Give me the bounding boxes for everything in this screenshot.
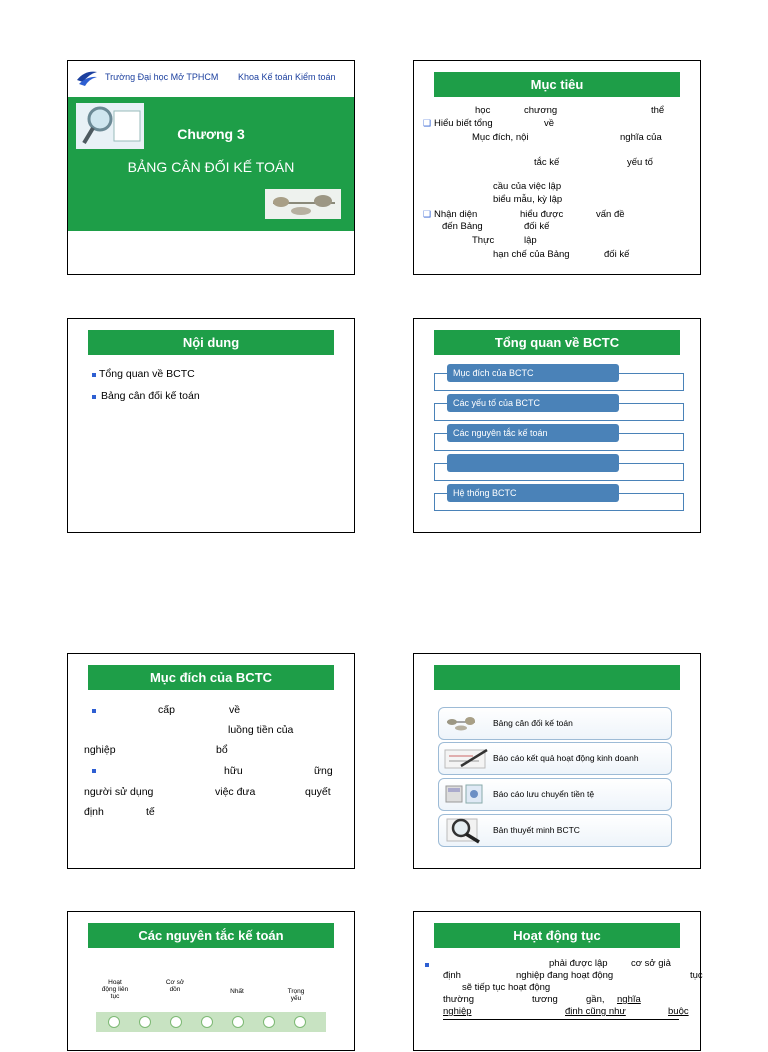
pen-paper-icon — [443, 746, 489, 775]
bullet-square-icon: ❑ — [423, 209, 432, 219]
faculty-name: Khoa Kế toán Kiểm toán — [238, 72, 336, 82]
slide-purpose — [67, 653, 355, 869]
report-item — [438, 814, 672, 847]
objective-word: hiểu được — [520, 209, 564, 220]
objective-word: thể — [651, 105, 665, 116]
concern-word: nghiệp đang hoạt động — [516, 970, 614, 981]
bullet-icon — [92, 709, 96, 713]
concern-word: thường — [443, 994, 475, 1005]
principle-dot — [232, 1016, 244, 1028]
concern-word: sẽ tiếp tục hoạt động — [462, 982, 551, 993]
content-item: Bảng cân đối kế toán — [101, 390, 200, 402]
purpose-word: về — [229, 704, 241, 716]
concern-word: tục — [690, 970, 703, 981]
purpose-word: người sử dụng — [84, 786, 154, 798]
overview-bar: Các yếu tố của BCTC — [447, 394, 619, 412]
principle-label: Hoạt động liên tục — [101, 979, 129, 1000]
slide-header: Các nguyên tắc kế toán — [88, 923, 334, 948]
slide-going-concern — [413, 911, 701, 1051]
principle-dot — [139, 1016, 151, 1028]
principle-dot — [201, 1016, 213, 1028]
principle-dot — [294, 1016, 306, 1028]
chapter-label: Chương 3 — [177, 126, 245, 142]
objective-word: cầu của việc lập — [493, 181, 562, 192]
principle-dot — [108, 1016, 120, 1028]
bullet-icon — [92, 769, 96, 773]
report-item — [438, 742, 672, 775]
slide-header: Mục đích của BCTC — [88, 665, 334, 690]
principle-dot — [263, 1016, 275, 1028]
report-label: Báo cáo lưu chuyển tiền tệ — [493, 789, 595, 799]
objective-word: Thực — [472, 235, 495, 246]
objective-word: chương — [524, 105, 558, 116]
objective-word: học — [475, 105, 491, 116]
slide-header: Tổng quan về BCTC — [434, 330, 680, 355]
slide-overview — [413, 318, 701, 533]
slide-objectives — [413, 60, 701, 275]
objective-word: đối kế — [604, 249, 630, 260]
underline-rule — [443, 1019, 679, 1020]
objective-word: đến Bảng — [442, 221, 483, 232]
concern-word: tương — [532, 994, 558, 1005]
bullet-square-icon: ❑ — [423, 118, 432, 128]
report-label: Bản thuyết minh BCTC — [493, 825, 580, 835]
content-item: Tổng quan về BCTC — [99, 368, 195, 380]
title-band — [68, 97, 354, 231]
concern-word: gần, — [586, 994, 605, 1005]
bullet-icon — [425, 963, 429, 967]
objective-word: Mục đích, nội — [472, 132, 529, 143]
objective-word: hạn chế của Bảng — [493, 249, 570, 260]
stones-image — [265, 189, 341, 224]
concern-word: buộc — [668, 1006, 689, 1017]
objective-word: biểu mẫu, kỳ lập — [493, 194, 563, 205]
slide-report-system — [413, 653, 701, 869]
concern-word: cơ sở giả — [631, 958, 671, 969]
overview-bar — [447, 454, 619, 472]
principle-label: Trọng yếu — [287, 988, 305, 1002]
objective-word: vấn đề — [596, 209, 625, 220]
school-name: Trường Đại học Mở TPHCM — [105, 72, 219, 82]
principle-label: Cơ sở dồn — [165, 979, 185, 993]
concern-word: phải được lập — [549, 958, 608, 969]
stones-icon — [445, 714, 477, 737]
report-label: Báo cáo kết quả hoạt động kinh doanh — [493, 753, 639, 763]
bullet-icon — [92, 373, 96, 377]
objective-word: tắc kế — [534, 157, 560, 168]
objective-word: Nhận diện — [434, 209, 478, 220]
slide-principles — [67, 911, 355, 1051]
objective-word: yếu tố — [627, 157, 653, 168]
purpose-word: việc đưa — [215, 786, 256, 798]
principle-label: Nhất — [230, 988, 244, 995]
concern-word: nghiệp — [443, 1006, 472, 1017]
purpose-word: luồng tiền của — [228, 724, 294, 736]
university-logo-icon — [75, 68, 99, 93]
objective-word: Hiểu biết tổng — [434, 118, 493, 129]
purpose-word: ững — [314, 765, 333, 777]
purpose-word: hữu — [224, 765, 243, 777]
concern-word: định — [443, 970, 461, 981]
report-item — [438, 778, 672, 811]
bullet-icon — [92, 395, 96, 399]
overview-bar: Hệ thống BCTC — [447, 484, 619, 502]
chapter-title: BẢNG CÂN ĐỐI KẾ TOÁN — [127, 159, 295, 175]
objective-word: nghĩa của — [620, 132, 662, 143]
objective-word: lập — [524, 235, 537, 246]
slide-header — [434, 665, 680, 690]
report-label: Bảng cân đối kế toán — [493, 718, 573, 728]
slide-title — [67, 60, 355, 275]
purpose-word: quyết — [305, 786, 331, 798]
calculator-icon — [445, 783, 485, 810]
report-item — [438, 707, 672, 740]
slide-header: Nội dung — [88, 330, 334, 355]
principle-dot — [170, 1016, 182, 1028]
slide-contents — [67, 318, 355, 533]
purpose-word: tế — [146, 806, 155, 818]
objective-word: đối kế — [524, 221, 550, 232]
purpose-word: nghiệp — [84, 744, 116, 756]
purpose-word: bổ — [216, 744, 228, 756]
magnifier-icon — [445, 817, 485, 848]
concern-word: định cũng như — [565, 1006, 626, 1017]
concern-word: nghĩa — [617, 994, 641, 1005]
objective-word: về — [544, 118, 555, 129]
purpose-word: cấp — [158, 704, 175, 716]
slide-header: Hoạt động tục — [434, 923, 680, 948]
overview-bar: Mục đích của BCTC — [447, 364, 619, 382]
purpose-word: định — [84, 806, 104, 818]
slide-header: Mục tiêu — [434, 72, 680, 97]
overview-bar: Các nguyên tắc kế toán — [447, 424, 619, 442]
